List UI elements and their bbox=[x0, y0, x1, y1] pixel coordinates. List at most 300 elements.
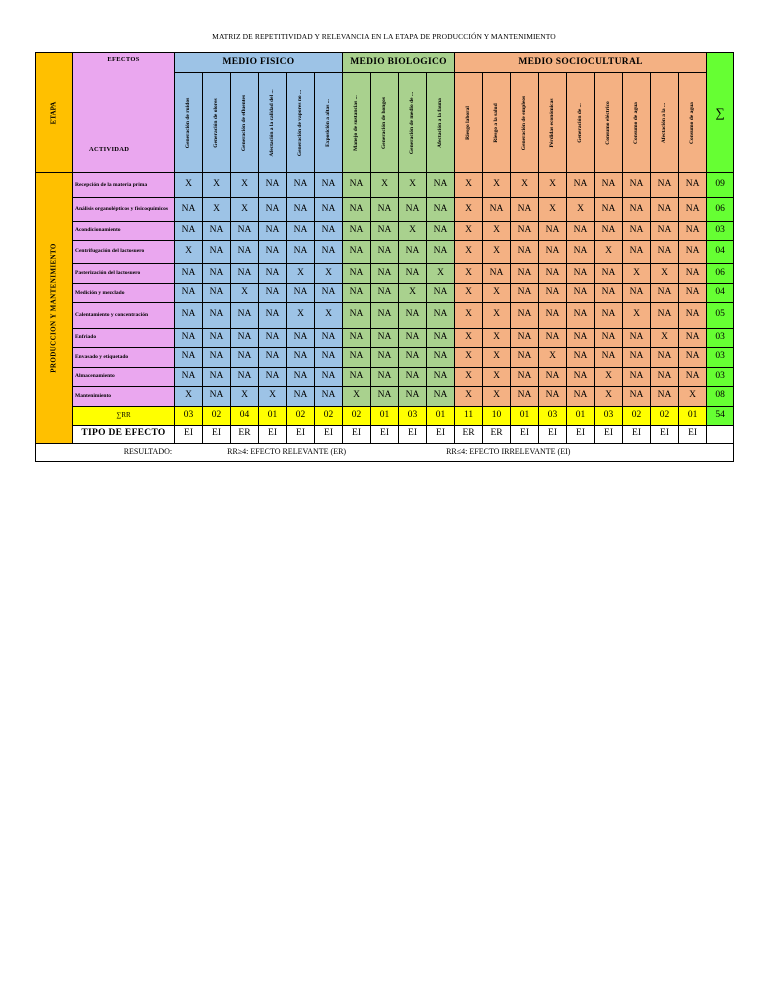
effect-type-cell: EI bbox=[623, 425, 651, 443]
matrix-cell: NA bbox=[623, 173, 651, 198]
table-row bbox=[36, 240, 734, 263]
matrix-cell: NA bbox=[287, 173, 315, 198]
effect-label: Afectación a la calidad del ... bbox=[268, 88, 275, 157]
matrix-cell: NA bbox=[651, 284, 679, 303]
matrix-cell: NA bbox=[623, 240, 651, 263]
relevance-matrix bbox=[35, 52, 734, 462]
rr-sum-cell: 03 bbox=[539, 406, 567, 425]
matrix-cell: X bbox=[455, 303, 483, 328]
matrix-cell: NA bbox=[679, 347, 707, 367]
matrix-cell: X bbox=[483, 347, 511, 367]
effect-label: Generación de ... bbox=[576, 102, 583, 143]
matrix-cell: NA bbox=[679, 198, 707, 221]
matrix-cell: NA bbox=[203, 303, 231, 328]
matrix-cell: NA bbox=[595, 303, 623, 328]
matrix-cell: NA bbox=[203, 284, 231, 303]
matrix-cell: NA bbox=[259, 198, 287, 221]
effect-header-12 bbox=[511, 73, 539, 173]
matrix-cell: X bbox=[175, 173, 203, 198]
matrix-cell: NA bbox=[203, 264, 231, 284]
matrix-cell: NA bbox=[567, 386, 595, 406]
etapa-header-cell bbox=[36, 53, 73, 173]
effect-type-cell: ER bbox=[455, 425, 483, 443]
effect-type-cell: EI bbox=[651, 425, 679, 443]
effect-type-cell: ER bbox=[483, 425, 511, 443]
matrix-cell: NA bbox=[343, 284, 371, 303]
rr-sum-cell: 11 bbox=[455, 406, 483, 425]
matrix-cell: NA bbox=[651, 386, 679, 406]
matrix-cell: NA bbox=[315, 386, 343, 406]
etapa-label: ETAPA bbox=[49, 101, 58, 124]
matrix-cell: NA bbox=[343, 198, 371, 221]
effect-label: Generación de empleos bbox=[520, 95, 527, 150]
effect-label: Consumo de agua bbox=[688, 101, 695, 144]
matrix-cell: X bbox=[455, 386, 483, 406]
matrix-cell: NA bbox=[259, 284, 287, 303]
effect-type-row bbox=[36, 425, 734, 443]
rr-sum-cell: 03 bbox=[399, 406, 427, 425]
matrix-cell: NA bbox=[539, 240, 567, 263]
matrix-cell: NA bbox=[259, 240, 287, 263]
result-cell bbox=[36, 444, 734, 462]
matrix-cell: NA bbox=[427, 240, 455, 263]
matrix-cell: NA bbox=[539, 328, 567, 347]
matrix-cell: NA bbox=[175, 284, 203, 303]
row-sum-cell: 03 bbox=[707, 328, 734, 347]
matrix-cell: NA bbox=[343, 173, 371, 198]
matrix-cell: NA bbox=[427, 367, 455, 386]
rr-sum-cell: 03 bbox=[175, 406, 203, 425]
matrix-cell: X bbox=[399, 284, 427, 303]
matrix-cell: X bbox=[231, 198, 259, 221]
table-row bbox=[36, 303, 734, 328]
matrix-cell: NA bbox=[567, 328, 595, 347]
effect-type-label: TIPO DE EFECTO bbox=[73, 425, 175, 443]
matrix-cell: X bbox=[455, 367, 483, 386]
matrix-cell: X bbox=[539, 198, 567, 221]
stage-label: PRODUCCION Y MANTENIMIENTO bbox=[49, 243, 58, 373]
matrix-cell: NA bbox=[595, 284, 623, 303]
effect-header-7 bbox=[371, 73, 399, 173]
matrix-cell: NA bbox=[175, 198, 203, 221]
matrix-cell: X bbox=[483, 367, 511, 386]
table-row bbox=[36, 221, 734, 240]
group-medio-sociocultural: MEDIO SOCIOCULTURAL bbox=[455, 53, 707, 73]
matrix-cell: NA bbox=[511, 367, 539, 386]
matrix-cell: X bbox=[203, 198, 231, 221]
matrix-cell: NA bbox=[623, 347, 651, 367]
matrix-cell: NA bbox=[343, 221, 371, 240]
matrix-cell: X bbox=[231, 173, 259, 198]
matrix-cell: NA bbox=[175, 264, 203, 284]
row-sum-cell: 04 bbox=[707, 284, 734, 303]
matrix-cell: NA bbox=[287, 221, 315, 240]
activity-cell: Almacenamiento bbox=[73, 367, 175, 386]
activity-cell: Acondicionamiento bbox=[73, 221, 175, 240]
matrix-cell: NA bbox=[427, 284, 455, 303]
matrix-cell: NA bbox=[511, 264, 539, 284]
matrix-cell: NA bbox=[427, 386, 455, 406]
matrix-cell: NA bbox=[623, 367, 651, 386]
effect-header-8 bbox=[399, 73, 427, 173]
effect-type-cell: EI bbox=[343, 425, 371, 443]
group-medio-fisico: MEDIO FISICO bbox=[175, 53, 343, 73]
matrix-cell: X bbox=[483, 328, 511, 347]
efectos-label: EFECTOS bbox=[107, 56, 140, 63]
effect-type-cell: EI bbox=[427, 425, 455, 443]
matrix-cell: NA bbox=[539, 264, 567, 284]
effect-type-cell: EI bbox=[511, 425, 539, 443]
rr-sum-cell: 02 bbox=[287, 406, 315, 425]
activity-cell: Calentamiento y concentración bbox=[73, 303, 175, 328]
matrix-cell: X bbox=[259, 386, 287, 406]
matrix-cell: X bbox=[483, 173, 511, 198]
row-sum-cell: 03 bbox=[707, 347, 734, 367]
matrix-cell: X bbox=[455, 198, 483, 221]
effect-type-cell: EI bbox=[567, 425, 595, 443]
effect-label: Afectación a la ... bbox=[660, 102, 667, 143]
matrix-cell: NA bbox=[651, 303, 679, 328]
matrix-cell: NA bbox=[567, 173, 595, 198]
matrix-cell: NA bbox=[623, 284, 651, 303]
matrix-cell: NA bbox=[511, 328, 539, 347]
rr-sum-cell: 01 bbox=[679, 406, 707, 425]
matrix-cell: X bbox=[231, 386, 259, 406]
matrix-cell: NA bbox=[679, 284, 707, 303]
matrix-cell: NA bbox=[371, 198, 399, 221]
activity-cell: Enfriado bbox=[73, 328, 175, 347]
matrix-cell: NA bbox=[511, 240, 539, 263]
matrix-cell: NA bbox=[203, 367, 231, 386]
effect-header-10 bbox=[455, 73, 483, 173]
matrix-cell: NA bbox=[399, 328, 427, 347]
result-relevante: RR≥4: EFECTO RELEVANTE (ER) bbox=[227, 447, 347, 457]
rr-sum-cell: 04 bbox=[231, 406, 259, 425]
matrix-cell: X bbox=[287, 303, 315, 328]
matrix-cell: NA bbox=[231, 221, 259, 240]
effect-label: Riesgo laboral bbox=[464, 105, 471, 140]
matrix-cell: NA bbox=[371, 240, 399, 263]
matrix-cell: NA bbox=[231, 328, 259, 347]
matrix-cell: NA bbox=[539, 284, 567, 303]
matrix-cell: NA bbox=[231, 367, 259, 386]
matrix-cell: NA bbox=[371, 264, 399, 284]
matrix-cell: X bbox=[287, 264, 315, 284]
rr-sum-cell: 02 bbox=[203, 406, 231, 425]
matrix-cell: NA bbox=[315, 198, 343, 221]
matrix-cell: NA bbox=[567, 367, 595, 386]
matrix-cell: NA bbox=[315, 240, 343, 263]
matrix-cell: NA bbox=[679, 328, 707, 347]
matrix-cell: NA bbox=[343, 347, 371, 367]
rr-sum-cell: 02 bbox=[343, 406, 371, 425]
matrix-cell: NA bbox=[427, 347, 455, 367]
rr-sum-cell: 01 bbox=[259, 406, 287, 425]
matrix-cell: NA bbox=[427, 328, 455, 347]
matrix-cell: NA bbox=[595, 264, 623, 284]
rr-sum-cell: 01 bbox=[511, 406, 539, 425]
matrix-cell: NA bbox=[595, 328, 623, 347]
effect-type-empty bbox=[707, 425, 734, 443]
effect-header-11 bbox=[483, 73, 511, 173]
table-row bbox=[36, 386, 734, 406]
table-row bbox=[36, 198, 734, 221]
matrix-cell: NA bbox=[175, 221, 203, 240]
matrix-cell: X bbox=[455, 221, 483, 240]
matrix-cell: NA bbox=[567, 264, 595, 284]
matrix-cell: NA bbox=[175, 367, 203, 386]
matrix-title: MATRIZ DE REPETITIVIDAD Y RELEVANCIA EN LA ETAPA DE PRODUCCIÓN Y MANTENIMIENTO bbox=[212, 32, 556, 41]
matrix-cell: NA bbox=[483, 198, 511, 221]
matrix-cell: NA bbox=[315, 284, 343, 303]
matrix-cell: NA bbox=[651, 198, 679, 221]
matrix-cell: NA bbox=[567, 303, 595, 328]
matrix-cell: NA bbox=[679, 264, 707, 284]
matrix-cell: NA bbox=[651, 347, 679, 367]
effect-label: Consumo eléctrico bbox=[604, 100, 611, 145]
matrix-cell: NA bbox=[203, 347, 231, 367]
matrix-cell: X bbox=[483, 303, 511, 328]
activity-cell: Pasterización del lactosuero bbox=[73, 264, 175, 284]
rr-sum-cell: 03 bbox=[595, 406, 623, 425]
matrix-cell: NA bbox=[539, 221, 567, 240]
rr-sum-row bbox=[36, 406, 734, 425]
activity-cell: Envasado y etiquetado bbox=[73, 347, 175, 367]
matrix-cell: NA bbox=[203, 328, 231, 347]
matrix-cell: NA bbox=[399, 367, 427, 386]
matrix-cell: NA bbox=[567, 284, 595, 303]
matrix-cell: NA bbox=[595, 173, 623, 198]
effect-header-5 bbox=[315, 73, 343, 173]
effect-type-cell: ER bbox=[231, 425, 259, 443]
activity-cell: Recepción de la materia prima bbox=[73, 173, 175, 198]
matrix-cell: NA bbox=[259, 303, 287, 328]
row-sum-cell: 04 bbox=[707, 240, 734, 263]
rr-sum-cell: 01 bbox=[371, 406, 399, 425]
row-sum-cell: 08 bbox=[707, 386, 734, 406]
matrix-cell: NA bbox=[231, 303, 259, 328]
matrix-cell: NA bbox=[287, 284, 315, 303]
stage-cell bbox=[36, 173, 73, 444]
effect-header-6 bbox=[343, 73, 371, 173]
effect-header-16 bbox=[623, 73, 651, 173]
matrix-cell: X bbox=[427, 264, 455, 284]
matrix-cell: NA bbox=[651, 173, 679, 198]
matrix-cell: NA bbox=[567, 240, 595, 263]
matrix-cell: NA bbox=[315, 367, 343, 386]
matrix-cell: X bbox=[231, 284, 259, 303]
effect-type-cell: EI bbox=[315, 425, 343, 443]
table-row bbox=[36, 347, 734, 367]
matrix-cell: NA bbox=[231, 347, 259, 367]
matrix-cell: NA bbox=[203, 240, 231, 263]
matrix-cell: X bbox=[539, 347, 567, 367]
matrix-cell: NA bbox=[623, 221, 651, 240]
matrix-cell: NA bbox=[623, 386, 651, 406]
effect-label: Generación de hongos bbox=[380, 96, 387, 149]
matrix-cell: X bbox=[483, 284, 511, 303]
matrix-cell: NA bbox=[259, 328, 287, 347]
matrix-cell: NA bbox=[539, 303, 567, 328]
matrix-cell: NA bbox=[679, 173, 707, 198]
matrix-cell: NA bbox=[567, 347, 595, 367]
matrix-cell: NA bbox=[427, 173, 455, 198]
matrix-cell: X bbox=[483, 386, 511, 406]
table-row bbox=[36, 284, 734, 303]
matrix-cell: X bbox=[651, 264, 679, 284]
matrix-cell: X bbox=[315, 303, 343, 328]
effect-type-cell: EI bbox=[539, 425, 567, 443]
matrix-cell: NA bbox=[371, 347, 399, 367]
row-sum-cell: 06 bbox=[707, 264, 734, 284]
effect-header-1 bbox=[203, 73, 231, 173]
matrix-cell: X bbox=[623, 303, 651, 328]
matrix-cell: NA bbox=[651, 221, 679, 240]
matrix-cell: X bbox=[623, 264, 651, 284]
matrix-cell: NA bbox=[371, 386, 399, 406]
activity-cell: Mantenimiento bbox=[73, 386, 175, 406]
matrix-cell: X bbox=[455, 264, 483, 284]
matrix-cell: X bbox=[483, 221, 511, 240]
matrix-cell: NA bbox=[511, 386, 539, 406]
matrix-cell: X bbox=[595, 367, 623, 386]
matrix-cell: NA bbox=[399, 303, 427, 328]
matrix-cell: NA bbox=[371, 367, 399, 386]
rr-sum-label: ∑RR bbox=[73, 406, 175, 425]
matrix-cell: NA bbox=[203, 221, 231, 240]
matrix-cell: NA bbox=[623, 328, 651, 347]
result-irrelevante: RR≤4: EFECTO IRRELEVANTE (EI) bbox=[446, 447, 571, 457]
effect-type-cell: EI bbox=[371, 425, 399, 443]
matrix-cell: X bbox=[455, 173, 483, 198]
matrix-cell: NA bbox=[371, 221, 399, 240]
table-row bbox=[36, 264, 734, 284]
matrix-cell: NA bbox=[623, 198, 651, 221]
matrix-cell: NA bbox=[343, 367, 371, 386]
sigma-header: ∑ bbox=[707, 53, 734, 173]
matrix-cell: NA bbox=[511, 198, 539, 221]
matrix-cell: X bbox=[455, 284, 483, 303]
effect-label: Riesgo a la salud bbox=[492, 102, 499, 143]
matrix-cell: NA bbox=[287, 240, 315, 263]
matrix-cell: X bbox=[651, 328, 679, 347]
result-label: RESULTADO: bbox=[123, 447, 173, 457]
matrix-cell: NA bbox=[287, 198, 315, 221]
matrix-cell: X bbox=[595, 386, 623, 406]
effect-label: Afectación a la fauna bbox=[436, 97, 443, 148]
matrix-cell: NA bbox=[679, 367, 707, 386]
matrix-cell: X bbox=[343, 386, 371, 406]
matrix-cell: NA bbox=[371, 303, 399, 328]
matrix-cell: NA bbox=[259, 367, 287, 386]
matrix-cell: NA bbox=[651, 367, 679, 386]
effect-header-3 bbox=[259, 73, 287, 173]
matrix-cell: NA bbox=[343, 264, 371, 284]
effect-label: Generación de medio de ... bbox=[408, 91, 415, 154]
matrix-cell: NA bbox=[595, 221, 623, 240]
matrix-cell: X bbox=[679, 386, 707, 406]
matrix-cell: NA bbox=[511, 303, 539, 328]
effect-type-cell: EI bbox=[203, 425, 231, 443]
matrix-cell: NA bbox=[399, 240, 427, 263]
activity-cell: Centrifugación del lactosuero bbox=[73, 240, 175, 263]
rr-sum-cell: 02 bbox=[315, 406, 343, 425]
matrix-cell: NA bbox=[259, 264, 287, 284]
effect-label: Pérdidas económicas bbox=[548, 97, 555, 148]
matrix-cell: NA bbox=[315, 221, 343, 240]
matrix-cell: NA bbox=[679, 221, 707, 240]
matrix-cell: X bbox=[483, 240, 511, 263]
matrix-cell: NA bbox=[175, 303, 203, 328]
effect-label: Manejo de sustancias ... bbox=[352, 94, 359, 151]
effect-type-cell: EI bbox=[259, 425, 287, 443]
effect-type-cell: EI bbox=[175, 425, 203, 443]
rr-sum-cell: 02 bbox=[623, 406, 651, 425]
matrix-cell: NA bbox=[315, 328, 343, 347]
matrix-cell: NA bbox=[259, 347, 287, 367]
row-sum-cell: 05 bbox=[707, 303, 734, 328]
table-row bbox=[36, 328, 734, 347]
matrix-cell: X bbox=[567, 198, 595, 221]
matrix-cell: NA bbox=[399, 347, 427, 367]
rr-sum-cell: 02 bbox=[651, 406, 679, 425]
matrix-cell: NA bbox=[511, 347, 539, 367]
group-medio-biologico: MEDIO BIOLOGICO bbox=[343, 53, 455, 73]
effect-label: Generación de ruidos bbox=[184, 97, 191, 148]
matrix-cell: NA bbox=[287, 386, 315, 406]
matrix-cell: X bbox=[175, 240, 203, 263]
rr-total-cell: 54 bbox=[707, 406, 734, 425]
matrix-cell: X bbox=[175, 386, 203, 406]
result-row bbox=[36, 444, 734, 462]
matrix-cell: NA bbox=[399, 386, 427, 406]
table-row bbox=[36, 367, 734, 386]
row-sum-cell: 03 bbox=[707, 367, 734, 386]
table-row bbox=[36, 173, 734, 198]
matrix-cell: NA bbox=[595, 347, 623, 367]
matrix-cell: NA bbox=[427, 198, 455, 221]
effect-label: Generación de efluentes bbox=[240, 94, 247, 151]
matrix-cell: NA bbox=[371, 284, 399, 303]
matrix-cell: NA bbox=[539, 367, 567, 386]
matrix-cell: NA bbox=[203, 386, 231, 406]
matrix-cell: NA bbox=[315, 347, 343, 367]
matrix-cell: NA bbox=[399, 264, 427, 284]
actividad-label: ACTIVIDAD bbox=[89, 146, 130, 154]
rr-sum-cell: 01 bbox=[567, 406, 595, 425]
matrix-cell: X bbox=[455, 240, 483, 263]
matrix-cell: NA bbox=[427, 221, 455, 240]
matrix-cell: NA bbox=[567, 221, 595, 240]
matrix-cell: NA bbox=[511, 284, 539, 303]
effect-header-15 bbox=[595, 73, 623, 173]
matrix-cell: X bbox=[511, 173, 539, 198]
effect-header-0 bbox=[175, 73, 203, 173]
matrix-cell: NA bbox=[231, 240, 259, 263]
matrix-cell: X bbox=[539, 173, 567, 198]
effect-label: Generación de olores bbox=[212, 97, 219, 148]
matrix-cell: NA bbox=[259, 173, 287, 198]
matrix-cell: X bbox=[315, 264, 343, 284]
activity-cell: Análisis organolépticos y fisicoquímicos bbox=[73, 198, 175, 221]
matrix-cell: NA bbox=[679, 303, 707, 328]
matrix-cell: NA bbox=[483, 264, 511, 284]
matrix-cell: NA bbox=[343, 303, 371, 328]
matrix-cell: X bbox=[399, 221, 427, 240]
activity-cell: Medición y mezclado bbox=[73, 284, 175, 303]
matrix-cell: NA bbox=[651, 240, 679, 263]
matrix-cell: NA bbox=[287, 367, 315, 386]
